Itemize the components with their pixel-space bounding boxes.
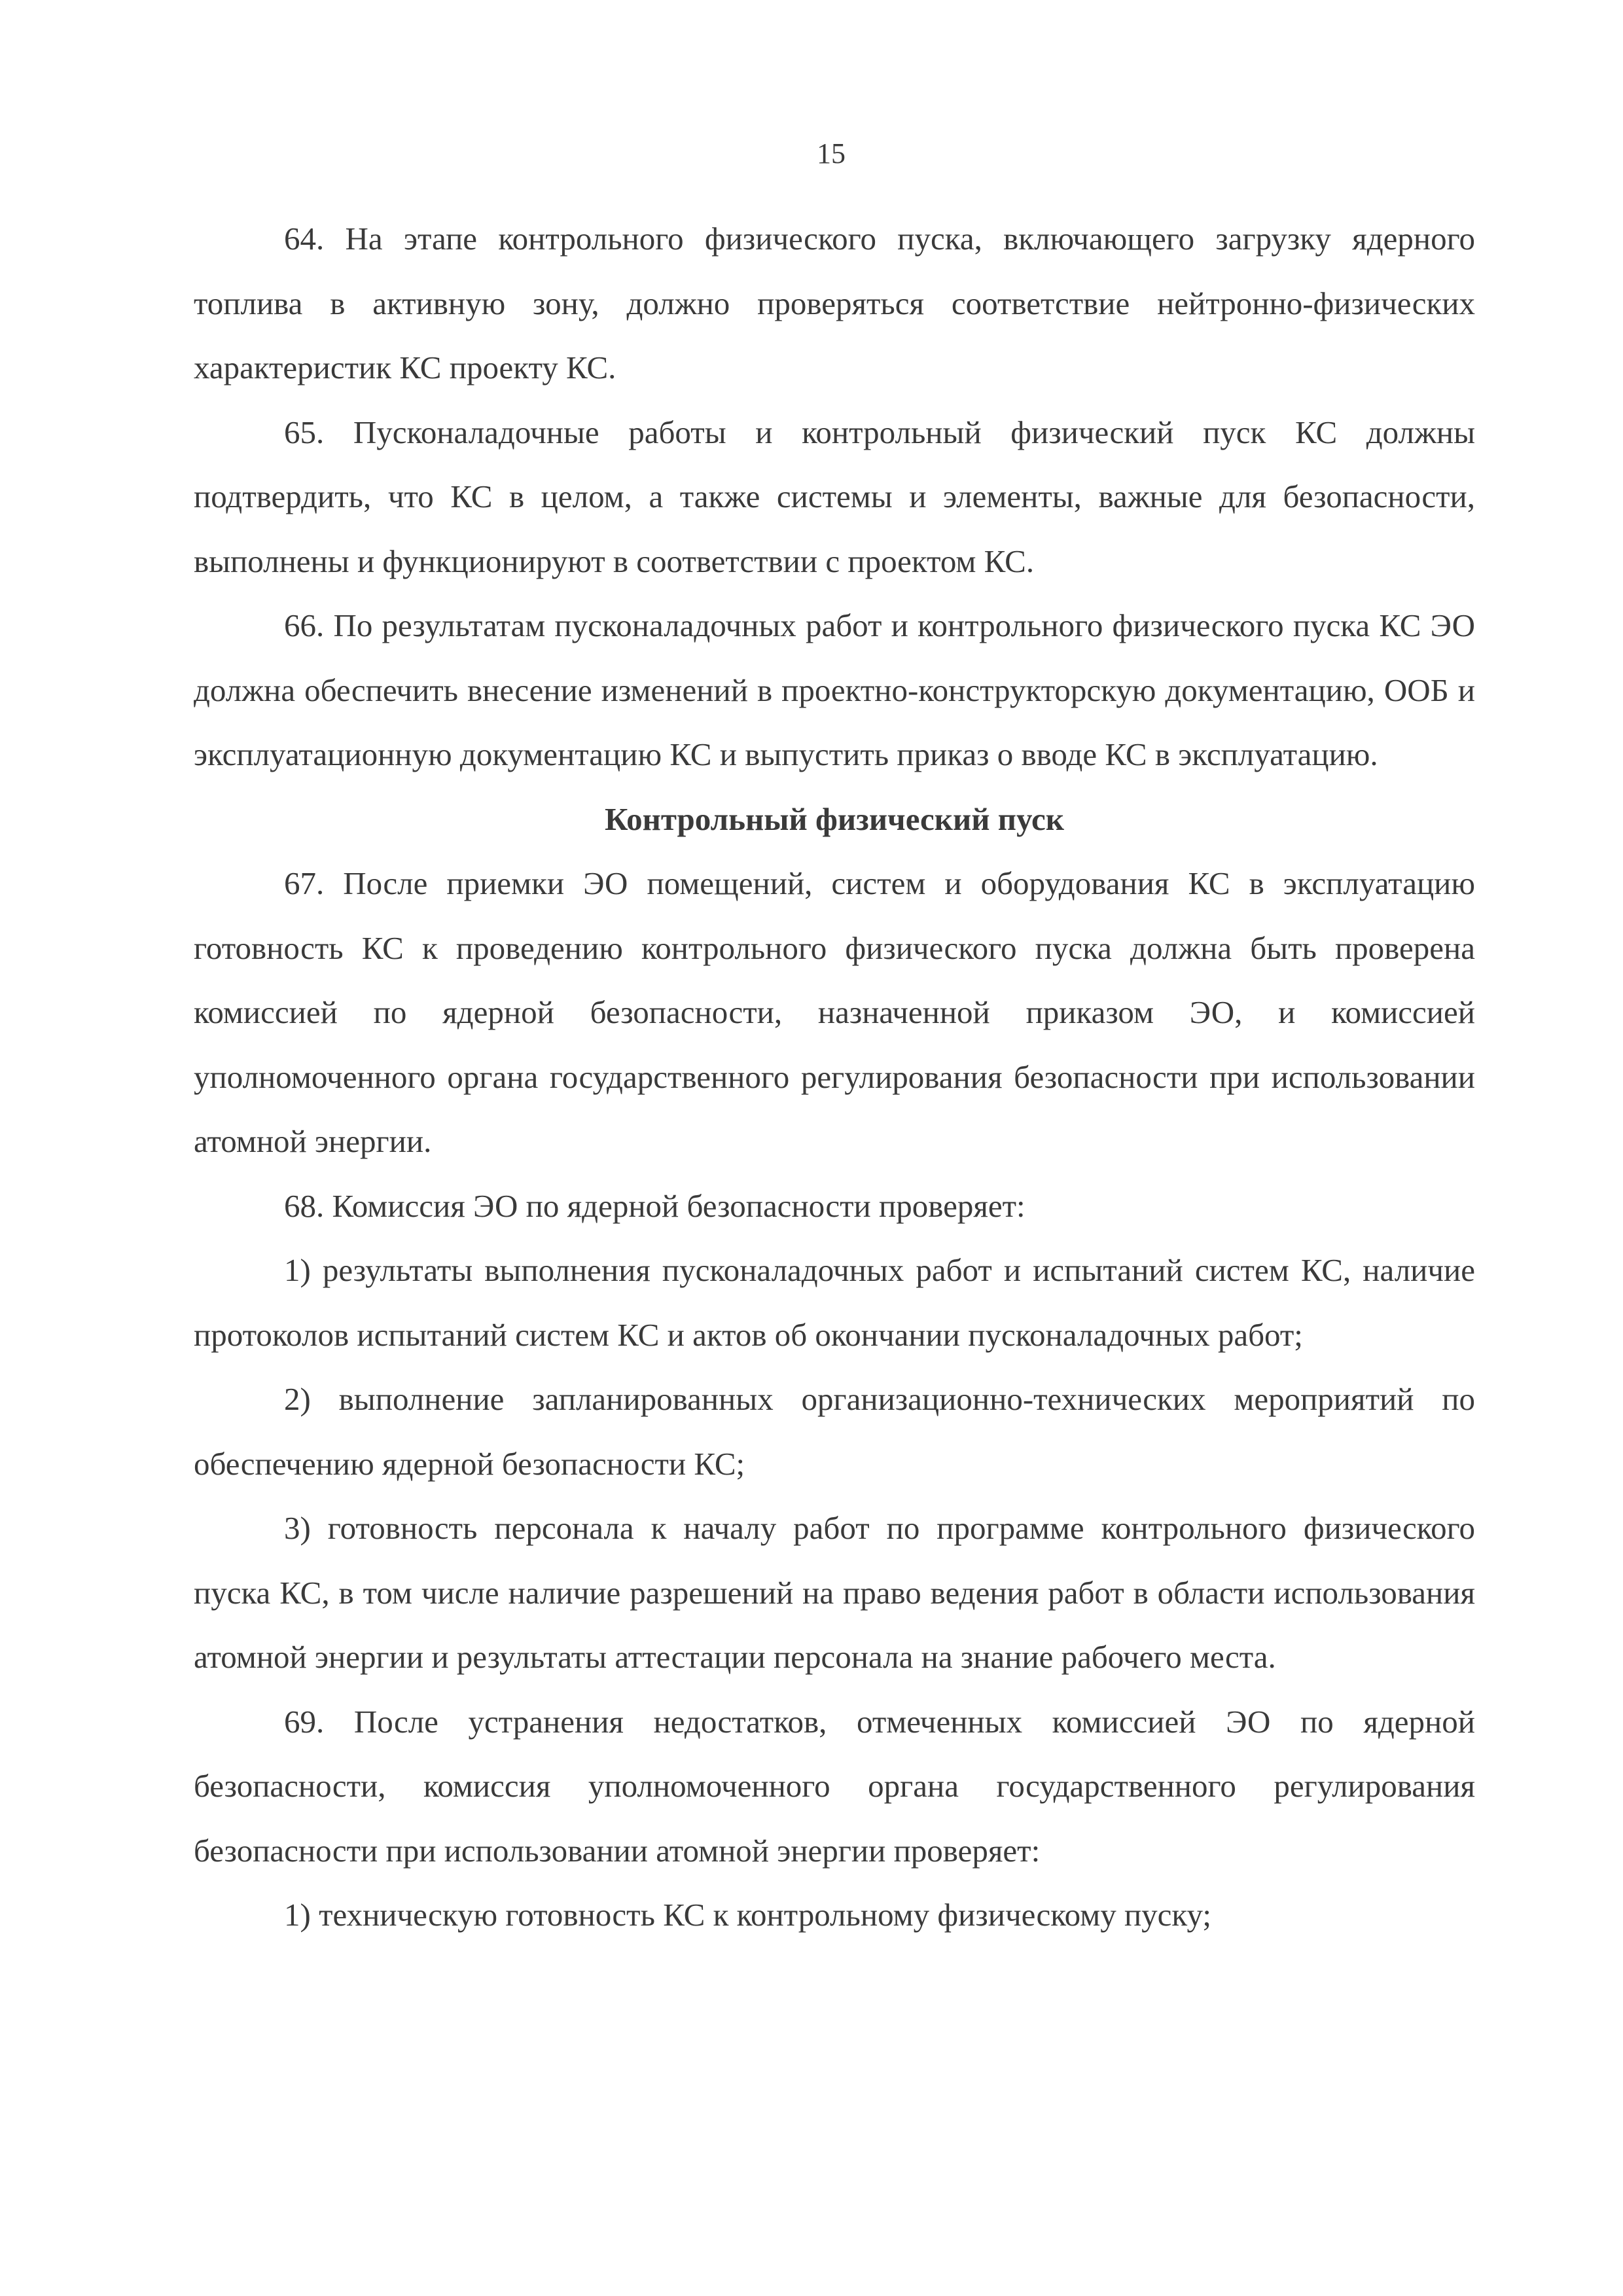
paragraph-65: 65. Пусконаладочные работы и контрольный физический пуск КС должны подтвердить, что КС в целом, а также системы и элементы, важные для безопасности, выполнены и функционируют в соответствии с проектом КС. xyxy=(194,414,1475,579)
list-item-69-1: 1) техническую готовность КС к контрольному физическому пуску; xyxy=(284,1897,1212,1933)
paragraph-69: 69. После устранения недостатков, отмеченных комиссией ЭО по ядерной безопасности, комиссия уполномоченного органа государственного регулирования безопасности при использовании атомной энергии проверяет: xyxy=(194,1703,1475,1869)
document-body xyxy=(194,207,1475,1948)
section-heading: Контрольный физический пуск xyxy=(605,800,1064,837)
paragraph-68: 68. Комиссия ЭО по ядерной безопасности проверяет: xyxy=(284,1187,1026,1224)
list-item-68-1: 1) результаты выполнения пусконаладочных работ и испытаний систем КС, наличие протоколов испытаний систем КС и актов об окончании пусконаладочных работ; xyxy=(194,1252,1475,1353)
list-item-68-3: 3) готовность персонала к началу работ по программе контрольного физического пуска КС, в том числе наличие разрешений на право ведения работ в области использования атомной энергии и результаты аттестации персонала на знание рабочего места. xyxy=(194,1510,1475,1675)
list-item-68-2: 2) выполнение запланированных организационно-технических мероприятий по обеспечению ядерной безопасности КС; xyxy=(194,1381,1475,1482)
paragraph-66: 66. По результатам пусконаладочных работ и контрольного физического пуска КС ЭО должна обеспечить внесение изменений в проектно-конструкторскую документацию, ООБ и эксплуатационную документацию КС и выпустить приказ о вводе КС в эксплуатацию. xyxy=(194,607,1475,772)
paragraph-64: 64. На этапе контрольного физического пуска, включающего загрузку ядерного топлива в активную зону, должно проверяться соответствие нейтронно-физических характеристик КС проекту КС. xyxy=(194,221,1475,386)
paragraph-67: 67. После приемки ЭО помещений, систем и оборудования КС в эксплуатацию готовность КС к проведению контрольного физического пуска должна быть проверена комиссией по ядерной безопасности, назначенной приказом ЭО, и комиссией уполномоченного органа государственного регулирования безопасности при использовании атомной энергии. xyxy=(194,865,1475,1159)
page-number: 15 xyxy=(817,137,846,170)
